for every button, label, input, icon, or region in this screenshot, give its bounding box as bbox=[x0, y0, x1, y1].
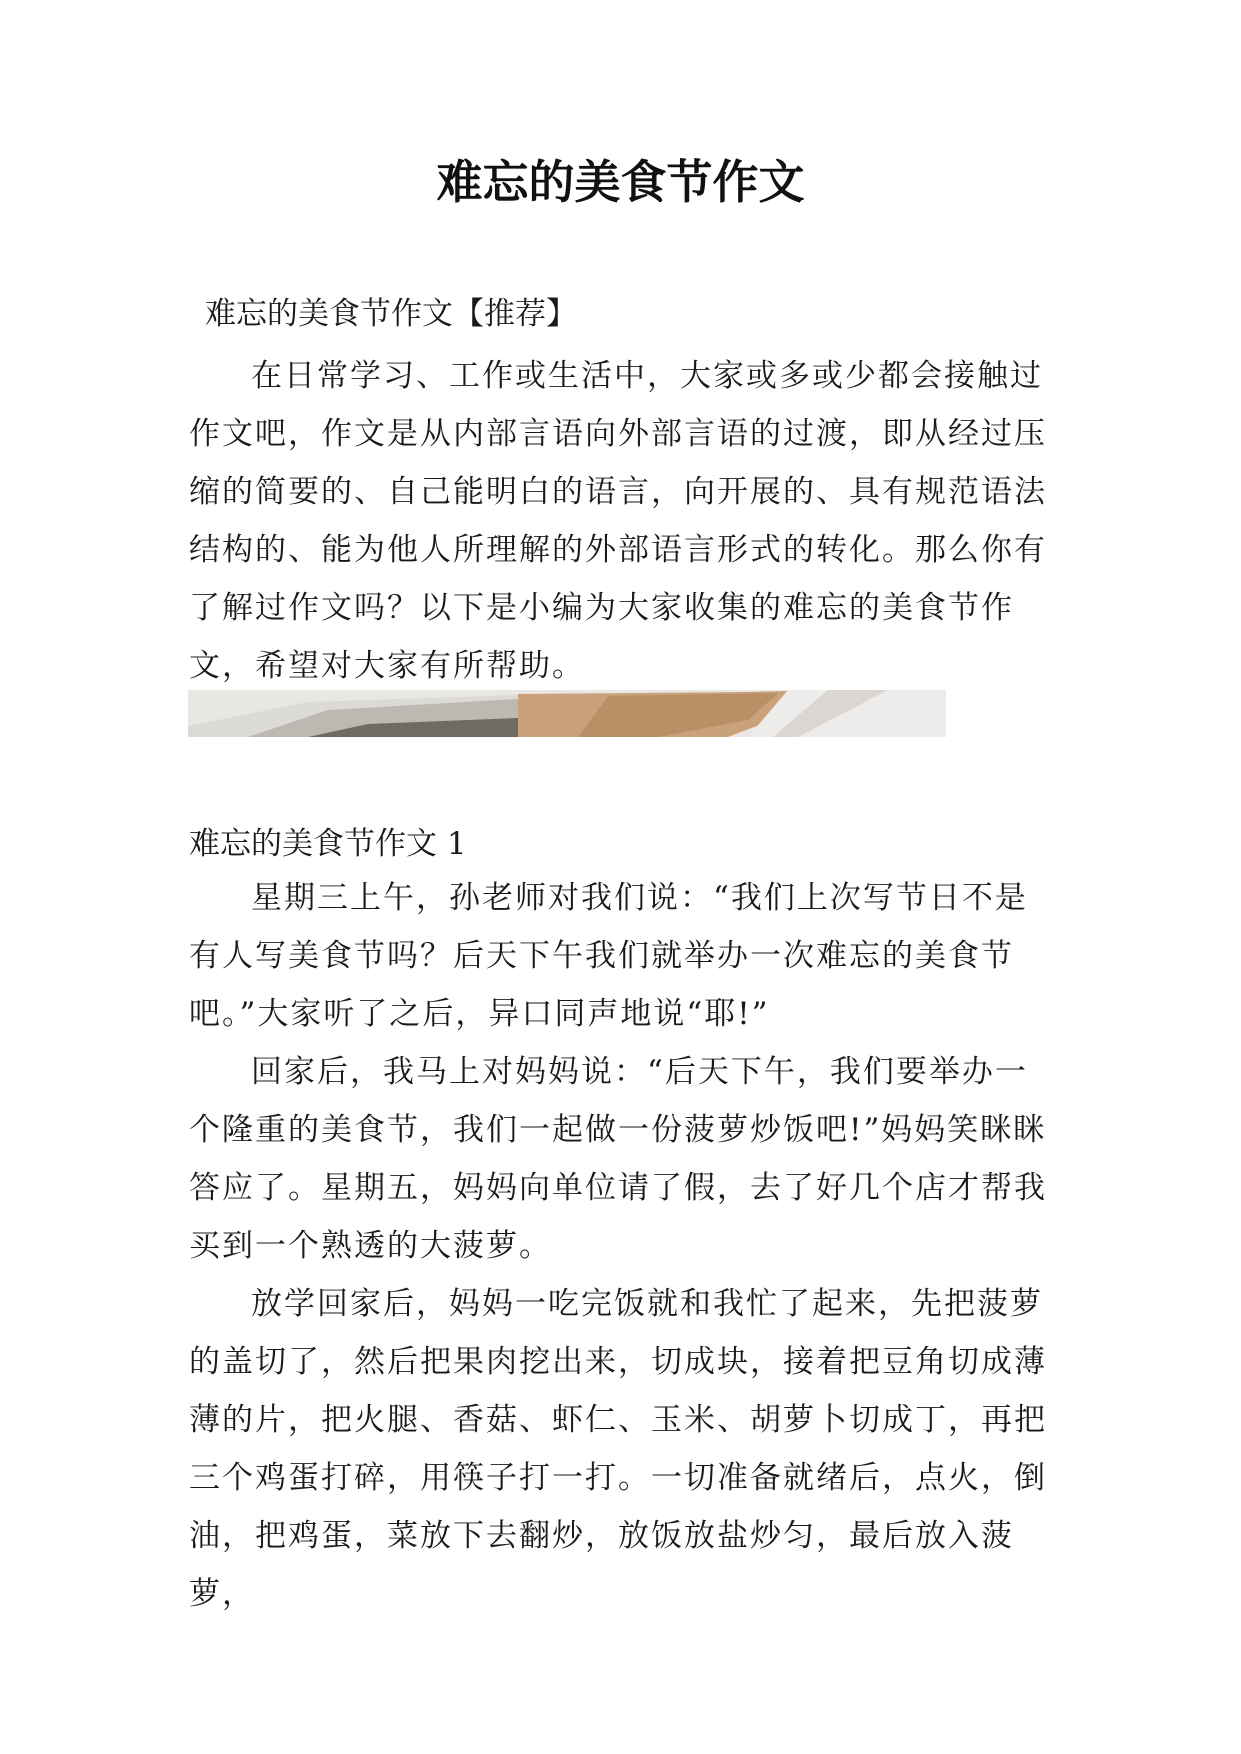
page-title: 难忘的美食节作文 bbox=[436, 155, 805, 209]
section-heading: 难忘的美食节作文 1 bbox=[189, 826, 467, 862]
essay-paragraph: 星期三上午，孙老师对我们说：“我们上次写节日不是有人写美食节吗？后天下午我们就举办一次难忘的美食节吧。”大家听了之后，异口同声地说“耶!” bbox=[189, 880, 1028, 1032]
essay-paragraph: 回家后，我马上对妈妈说：“后天下午，我们要举办一个隆重的美食节，我们一起做一份菠萝炒饭吧!”妈妈笑眯眯答应了。星期五，妈妈向单位请了假，去了好几个店才帮我买到一个熟透的大菠萝。 bbox=[189, 1054, 1047, 1264]
food-photo-graphic bbox=[188, 690, 946, 737]
food-photo bbox=[188, 690, 946, 737]
document-subtitle: 难忘的美食节作文【推荐】 bbox=[205, 296, 577, 332]
intro-paragraph: 在日常学习、工作或生活中，大家或多或少都会接触过作文吧，作文是从内部言语向外部言语的过渡，即从经过压缩的简要的、自己能明白的语言，向开展的、具有规范语法结构的、能为他人所理解的外部语言形式的转化。那么你有了解过作文吗？以下是小编为大家收集的难忘的美食节作文，希望对大家有所帮助。 bbox=[189, 358, 1047, 684]
intro-section bbox=[189, 347, 1059, 695]
essay-body bbox=[189, 869, 1059, 1623]
essay-paragraph: 放学回家后，妈妈一吃完饭就和我忙了起来，先把菠萝的盖切了，然后把果肉挖出来，切成块，接着把豆角切成薄薄的片，把火腿、香菇、虾仁、玉米、胡萝卜切成丁，再把三个鸡蛋打碎，用筷子打一打。一切准备就绪后，点火，倒油，把鸡蛋，菜放下去翻炒，放饭放盐炒匀，最后放入菠萝， bbox=[189, 1286, 1047, 1612]
